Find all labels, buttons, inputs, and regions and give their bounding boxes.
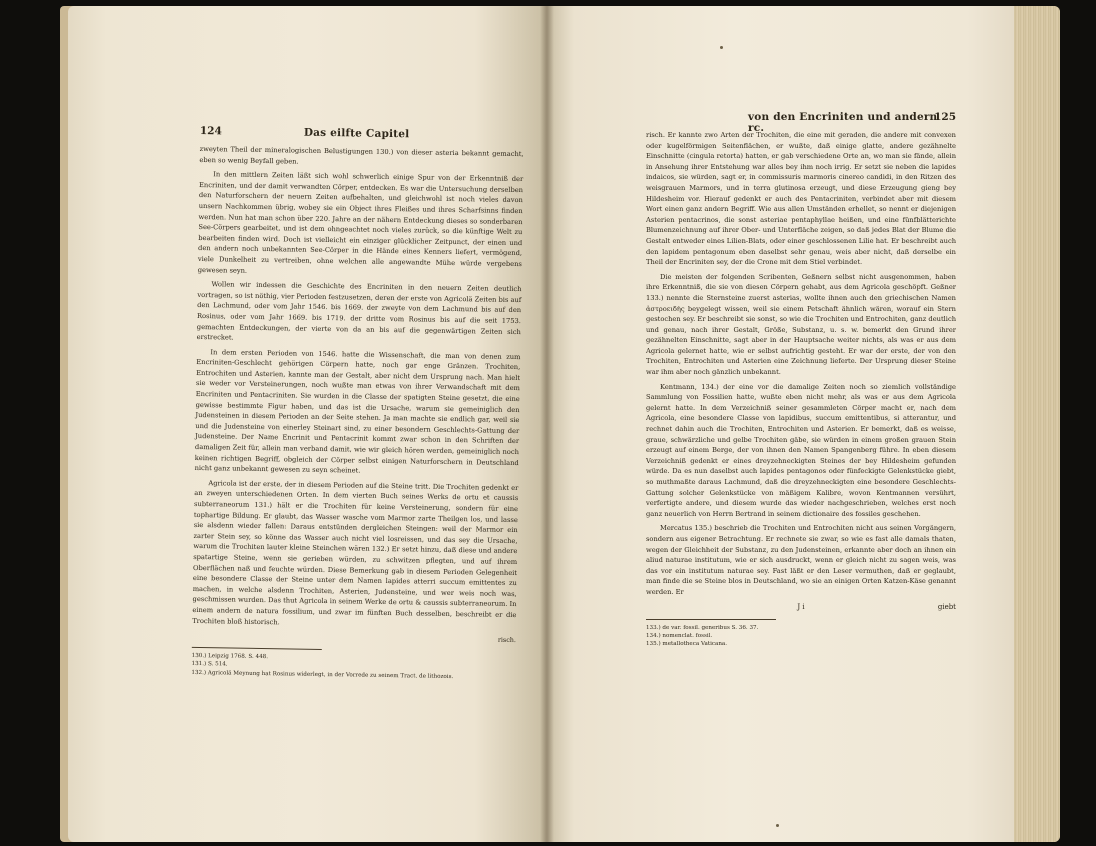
footnote: 130.) Leipzig 1768. S. 448. bbox=[191, 652, 269, 660]
paragraph: In den mittlern Zeiten läßt sich wohl schwerlich einige Spur von der Erkenntniß der Encriniten, und der damit verwandten Cörper, entdecken. Es war die Untersuchung derselben den Naturforschern der neuern Zeiten aufbehalten, und gleichwohl ist noch vieles davon unsern Nachkommen übrig, wobey sie ein Object ihres Fleißes und ihres Scharfsinns finden werden. Nun hat man schon über 220. Jahre an der nähern Entdeckung dieses so sonderbaren See-Cörpers gearbeitet, und ist dem ohngeachtet noch vieles zurück, so die künftige Welt zu bearbeiten finden wird. Doch ist vielleicht ein einziger glücklicher Zeitpunct, der einen und den andern noch unbekannten See-Cörper in die Hände eines Kenners liefert, vermögend, viele Dunkelheit zu vertreiben, ohne welchen alle angewandte Mühe würde vergebens gewesen seyn. bbox=[197, 170, 524, 275]
right-page-header bbox=[646, 111, 956, 134]
footnote: 131.) S. 514. bbox=[191, 661, 228, 668]
paragraph: Agricola ist der erste, der in diesem Perioden auf die Steine tritt. Die Trochiten gedenkt er an zweyen unterschiedenen Orten. In dem vierten Buch seines Werks de ortu et caussis subterraneorum 131.) hält er die Trochiten für keine Versteinerung, sondern für eine tophartige Bildung. Er glaubt, das Wasser wasche vom Marmor zarte Theilgen los, und lasse sie alsdenn wieder fallen: Daraus entstünden dergleichen Steingen: weil der Marmor ein zarter Stein sey, so könne das Wasser auch nicht viel losreissen, und das sey die Ursache, warum die Trochiten lauter kleine Steinchen wären 132.) Er setzt hinzu, daß diese und andere spatartige Steine, wenn sie gerieben würden, zu schwitzen pflegten, und auf ihrem Oberflächen naß und feuchte würden. Diese Bemerkung gab in diesem Perioden Gelegenheit eine besondere Classe der Steine unter dem Namen lapides atterri succum emittentes zu machen, in welche alsdenn Trochiten, Asterien, Judensteine, und wer weis noch was, geschmissen wurden. Das thut Agricola in seinem Werke de ortu & caussis subterraneorum. In einem andern de natura fossilium, und zwar im fünften Buch desselben, beschreibt er die Trochiten bloß historisch. bbox=[192, 478, 519, 626]
right-page-text-block bbox=[646, 112, 956, 649]
paragraph: In dem ersten Perioden von 1546. hatte die Wissenschaft, die man von denen zum Encriniten-Geschlecht gehörigen Cörpern hatte, noch gar enge Gränzen. Trochiten, Entrochiten und Asterien, kannte man der Gestalt, aber nicht dem Ursprung nach. Man hielt sie weder vor Versteinerungen, noch wußte man etwas von ihrer Verwandschaft mit dem Encriniten und Pentacriniten. Sie wurden in die Classe der spatigten Steine gesetzt, die eine gewisse bestimmte Figur haben, und das ist die Ursache, warum sie gemeiniglich den Judensteinen in diesem Perioden an der Seite stehen. Ja man machte sie endlich gar, weil sie und die Judensteine von einerley Steinart sind, zu einer besondern Geschlechts-Gattung der Judensteine. Der Name Encrinit und Pentacrinit kommt zwar schon in den Schriften der damaligen Zeit für, allein man verband damit, wie wir gleich hören werden, gemeiniglich noch keinen richtigen Begriff, obgleich der Cörper selbst einigen Naturforschern in Deutschland nicht ganz unbekannt gewesen zu seyn scheinet. bbox=[194, 347, 521, 475]
page-number-left: 124 bbox=[199, 125, 222, 138]
signature-mark: J i bbox=[797, 602, 805, 611]
footnote-rule bbox=[192, 647, 322, 650]
footnotes bbox=[191, 652, 515, 682]
footnote: 135.) metallotheca Vaticana. bbox=[646, 641, 728, 648]
left-page-text-block bbox=[191, 126, 524, 682]
paragraph: risch. Er kannte zwo Arten der Trochiten, die eine mit geraden, die andere mit convexen oder kugelförmigen Seitenflächen, er wußte, daß einige glatte, andere gezähnelte Einschnitte (cingula retorta) hatten, er gab verschiedene Orte an, wo man sie fände, allein in Ansehung ihrer Entstehung war alles bey ihm noch irrig. Er setzt sie neben die lapides indaicos, sie würden, sagt er, in commissuris marmoris cinereo candidi, in den Ritzen des weisgrauen Marmors, und in terra glutinosa erzeugt, und diese Erzeugung gieng bey Hildesheim vor. Hierauf gedenkt er auch des Pentacriniten, verbindet aber mit diesem Wort einen ganz andern Begriff. Wie aus allen Umständen erhellet, so nennt er diejenigen Asterien pentacrinos, die sonst asteriae pentaphyllae heißen, und eine fünfblätterichte Blumenzeichnung auf ihrer Ober- und Unterfläche zeigen, so daß jedes Blat der Blume die Gestalt entweder eines Lilien-Blats, oder einer geschlossenen Lilie hat. Er beschreibt auch den lapidem pentagonum eben daselbst sehr genau, weis aber nicht, daß derselbe ein Theil der Encriniten sey, der die Crone mit dem Stiel verbindet. bbox=[646, 131, 956, 267]
footnote-rule bbox=[646, 619, 776, 620]
footnote: 133.) de var. fossil. generibus S. 36. 37. bbox=[646, 624, 759, 631]
paper-speck bbox=[720, 46, 723, 49]
catchword: giebt bbox=[937, 602, 956, 611]
right-page bbox=[546, 6, 1014, 842]
paragraph: Kentmann, 134.) der eine vor die damalige Zeiten noch so ziemlich vollständige Sammlung von Fossilien hatte, wußte eben nicht mehr, als was er aus dem Agricola gelernt hatte. In dem Verzeichniß seiner gesammleten Cörper macht er, nach dem Agricola, eine besondere Classe von lapidibus, succum emittentibus, si atterantur, und rechnet dahin auch die Trochiten, Entrochiten und Asterien. Er bemerkt, daß es weisse, graue, schwärzliche und gelbe Trochiten gäbe, sie würden in einem großen grauen Stein erzeugt auf einem Berge, der von ihnen den Namen Spangenberg führe. In eben diesem Verzeichniß gedenkt er eines dreyzehneckigten Steines der bey Hildesheim gefunden würde. Da es nun daselbst auch lapides pentagonos oder fünfeckigte Gelenkstücke giebt, so muthmaßte daraus Lachmund, daß die dreyzehneckigten eine besondere Geschlechts-Gattung solcher Gelenkstücke von mäßigem Kalibre, wovon Kentmannen versührt, verfertigte andere, und diesem wurde das wieder nachgeschrieben, welches erst noch ganz neuerlich von Herrn Bertrand in seinem dictionaire des fossiles geschehen. bbox=[646, 382, 956, 518]
page-number-right: 125 bbox=[934, 111, 956, 123]
book-gutter-shadow bbox=[540, 6, 554, 842]
chapter-title: Das eilfte Capitel bbox=[303, 126, 410, 141]
paragraph: zweyten Theil der mineralogischen Belustigungen 130.) von dieser asteria bekannt gemacht, eben so wenig Beyfall geben. bbox=[199, 144, 524, 166]
paragraph: Die meisten der folgenden Scribenten, Geßnern selbst nicht ausgenommen, haben ihre Erkenntniß, die sie von diesen Cörpern gehabt, aus dem Agricola geschöpft. Geßner 133.) nennte die Sternsteine zuerst asterias, wollte ihnen auch den griechischen Namen ἀστροειδὴς beygelegt wissen, weil sie einem Petschaft ähnlich wären, worauf ein Stern gestochen sey. Er beschreibt sie sonst, so wie die Trochiten und Entrochiten, ganz deutlich und genau, nach ihrer Gestalt, Größe, Substanz, u. s. w. bemerkt den Grund ihrer gezähnelten Einschnitte, sagt aber in der Hauptsache weiter nichts, als was er aus dem Agricola gelernet hatte, wie er selbst aufrichtig gesteht. Er war der erste, der von den Trochiten, Entrochiten und Asterien eine Zeichnung lieferte. Der Ursprung dieser Steine war ihm aber noch gänzlich unbekannt. bbox=[646, 272, 956, 377]
open-book bbox=[60, 6, 1060, 842]
paragraph: Mercatus 135.) beschrieb die Trochiten und Entrochiten nicht aus seinen Vorgängern, sondern aus eigener Betrachtung. Er rechnete sie zwar, so wie es fast alle damals thaten, wegen der Gleichheit der Substanz, zu den Judensteinen, erkannte aber doch an ihnen ein aliud naturae institutum, wie er sich ausdruckt, wenn er gleich nicht zu sagen weis, was das vor ein institutum naturae sey. Fast läßt er den Leser vermuthen, daß er geglaubt, man finde die se Steine blos in Deutschland, wo sie an einigen Orten Katzen-Käse genannt werden. Er bbox=[646, 524, 956, 596]
footnotes bbox=[646, 624, 956, 649]
paper-speck bbox=[776, 824, 779, 827]
footnote: 132.) Agricolä Meynung hat Rosinus widerlegt, in der Vorrede zu seinem Tract. de lithozois. bbox=[191, 669, 454, 680]
paragraph: Wollen wir indessen die Geschichte des Encriniten in den neuern Zeiten deutlich vortragen, so ist nöthig, vier Perioden festzusetzen, deren der erste von Agricolä Zeiten bis auf den Lachmund, oder vom Jahr 1546. bis 1669. der zweyte von dem Lachmund bis auf den Rosinus, oder vom Jahr 1669. bis 1719. der dritte vom Rosinus bis auf die seit 1753. gemachten Entdeckungen, der vierte von da an bis auf die gegenwärtigen Zeiten sich erstrecket. bbox=[196, 280, 522, 342]
catchword: risch. bbox=[497, 635, 517, 645]
page-edges bbox=[1014, 6, 1060, 842]
left-page bbox=[68, 6, 546, 842]
running-title: von den Encriniten und andern rc. bbox=[748, 111, 938, 134]
footnote: 134.) nomenclat. fossil. bbox=[646, 632, 713, 639]
signature-line bbox=[646, 602, 956, 613]
